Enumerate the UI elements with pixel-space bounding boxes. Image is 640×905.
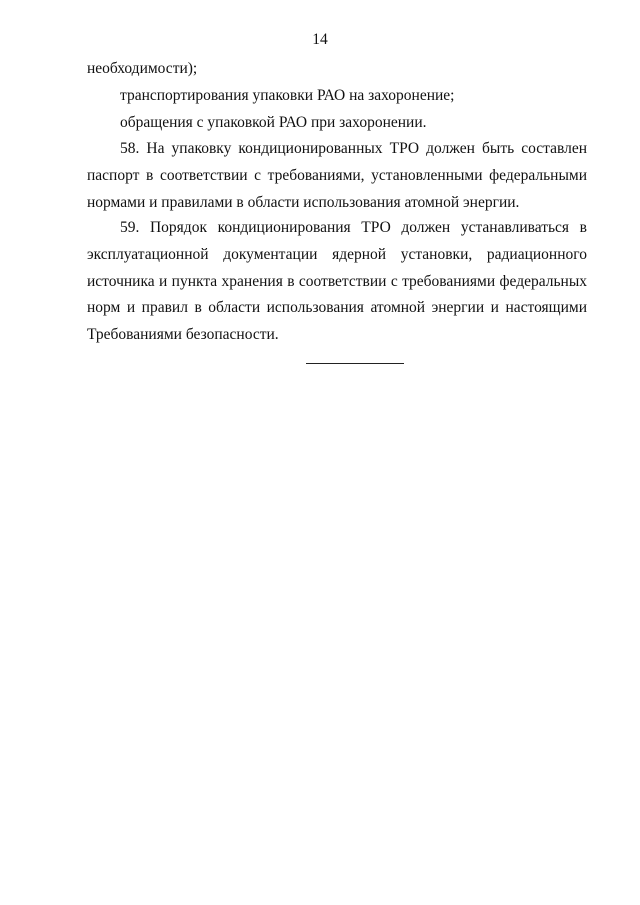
text-line: норм и правил в области использования атомной энергии и настоящими — [87, 299, 587, 317]
text-line: транспортирования упаковки РАО на захоронение; — [120, 86, 455, 104]
text-line: 59. Порядок кондиционирования ТРО должен устанавливаться в — [120, 219, 587, 236]
page-number: 14 — [312, 31, 328, 48]
text-line: нормами и правилами в области использования атомной энергии. — [87, 193, 520, 211]
text-line: Требованиями безопасности. — [87, 326, 279, 344]
text-line: паспорт в соответствии с требованиями, установленными федеральными — [87, 166, 587, 184]
text-line: обращения с упаковкой РАО при захоронении. — [120, 113, 427, 131]
list-continuation — [87, 56, 587, 136]
text-line: эксплуатационной документации ядерной установки, радиационного — [87, 245, 587, 263]
text-line: 58. На упаковку кондиционированных ТРО должен быть составлен — [120, 140, 587, 157]
closing-rule — [306, 363, 404, 364]
paragraph-59 — [87, 215, 587, 349]
text-line: необходимости); — [87, 60, 198, 77]
text-line: источника и пункта хранения в соответствии с требованиями федеральных — [87, 272, 587, 290]
paragraph-58 — [87, 136, 587, 216]
